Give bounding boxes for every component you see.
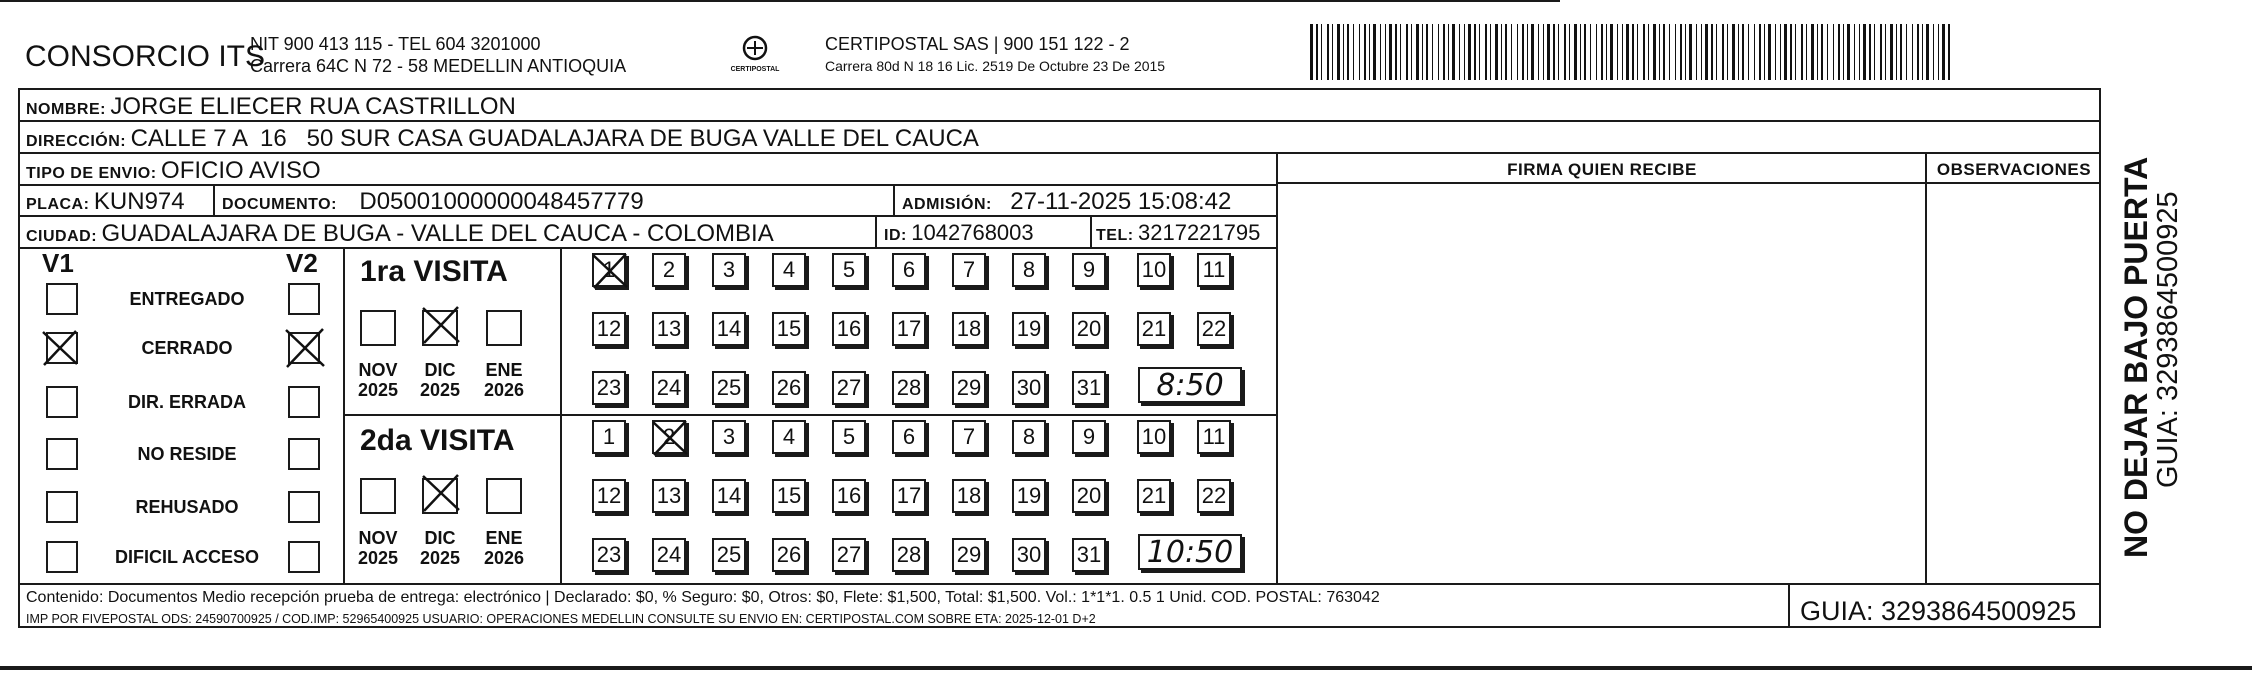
- v2-checkbox[interactable]: [288, 332, 320, 364]
- day-box-19[interactable]: 19: [1012, 312, 1046, 346]
- barcode-bar: [1917, 24, 1919, 80]
- month-checkbox-dic[interactable]: [422, 310, 458, 346]
- barcode-bar: [1696, 24, 1697, 80]
- day-box-16[interactable]: 16: [832, 479, 866, 513]
- tipo-row: [26, 157, 321, 185]
- barcode-icon: [1310, 24, 1950, 80]
- day-box-31[interactable]: 31: [1072, 538, 1106, 572]
- barcode-bar: [1373, 24, 1376, 80]
- barcode-bar: [1742, 24, 1744, 80]
- documento-value: D05001000000048457779: [359, 188, 644, 215]
- day-box-3[interactable]: 3: [712, 420, 746, 454]
- v1-checkbox[interactable]: [46, 332, 78, 364]
- barcode-bar: [1564, 24, 1566, 80]
- second-visit-time-value: 10:50: [1146, 534, 1234, 570]
- barcode-bar: [1406, 24, 1408, 80]
- barcode-bar: [1359, 24, 1360, 80]
- rule-cols: [1278, 182, 2101, 184]
- side-guia: GUIA: 3293864500925: [2152, 191, 2184, 488]
- certipostal-logo: [725, 32, 785, 80]
- month-name: DIC: [424, 360, 456, 380]
- month-name: DIC: [424, 528, 456, 548]
- day-box-31[interactable]: 31: [1072, 371, 1106, 405]
- logo-text: CERTIPOSTAL: [730, 66, 780, 73]
- day-box-4[interactable]: 4: [772, 420, 806, 454]
- month-year: 2025: [357, 380, 399, 400]
- company-name: CONSORCIO ITS: [25, 40, 266, 73]
- barcode-bar: [1685, 24, 1686, 80]
- day-box-2[interactable]: 2: [652, 420, 686, 454]
- barcode-bar: [1833, 24, 1834, 80]
- ciudad-row: [26, 220, 774, 248]
- tel-label: TEL:: [1096, 227, 1134, 244]
- barcode-bar: [1790, 24, 1792, 80]
- barcode-bar: [1584, 24, 1586, 80]
- barcode-bar: [1400, 24, 1401, 80]
- month-name: NOV: [358, 360, 398, 380]
- barcode-bar: [1395, 24, 1397, 80]
- tel-value: 3217221795: [1138, 220, 1261, 245]
- barcode-bar: [1948, 24, 1950, 80]
- day-box-23[interactable]: 23: [592, 371, 626, 405]
- day-box-24[interactable]: 24: [652, 538, 686, 572]
- day-box-30[interactable]: 30: [1012, 371, 1046, 405]
- barcode-bar: [1817, 24, 1818, 80]
- barcode-bar: [1474, 24, 1476, 80]
- month-checkbox-dic[interactable]: [422, 478, 458, 514]
- barcode-bar: [1675, 24, 1676, 80]
- barcode-bar: [1653, 24, 1656, 80]
- status-label: CERRADO: [141, 338, 233, 358]
- day-box-29[interactable]: 29: [952, 371, 986, 405]
- barcode-bar: [1922, 24, 1923, 80]
- barcode-bar: [1659, 24, 1660, 80]
- barcode-bar: [1738, 24, 1739, 80]
- month-label: [410, 528, 470, 568]
- company-line1: NIT 900 413 115 - TEL 604 3201000: [250, 34, 541, 54]
- barcode-bar: [1843, 24, 1844, 80]
- barcode-bar: [1364, 24, 1366, 80]
- footer-imp: IMP POR FIVEPOSTAL ODS: 24590700925 / COD.IMP: 52965400925 USUARIO: OPERACIONES MEDELLIN CONSULTE SU ENVIO EN: CERTIPOSTAL.COM SOBRE ETA: 2025-12-01 D+2: [26, 612, 1096, 626]
- direccion-label: DIRECCIÓN:: [26, 133, 127, 150]
- day-box-2[interactable]: 2: [652, 253, 686, 287]
- observaciones-header: OBSERVACIONES: [1936, 160, 2092, 179]
- barcode-bar: [1801, 24, 1803, 80]
- v2-checkbox[interactable]: [288, 491, 320, 523]
- no-dejar-bajo-puerta: NO DEJAR BAJO PUERTA: [2118, 156, 2154, 558]
- day-box-6[interactable]: 6: [892, 420, 926, 454]
- barcode-bar: [1838, 24, 1840, 80]
- barcode-bar: [1716, 24, 1717, 80]
- day-box-25[interactable]: 25: [712, 538, 746, 572]
- tipo-label: TIPO DE ENVIO:: [26, 165, 157, 182]
- ciudad-label: CIUDAD:: [26, 228, 98, 245]
- barcode-bar: [1347, 24, 1349, 80]
- barcode-bar: [1795, 24, 1796, 80]
- day-box-27[interactable]: 27: [832, 371, 866, 405]
- day-box-8[interactable]: 8: [1012, 420, 1046, 454]
- v1-header: V1: [42, 248, 74, 278]
- barcode-bar: [1432, 24, 1433, 80]
- barcode-bar: [1722, 24, 1724, 80]
- day-box-28[interactable]: 28: [892, 371, 926, 405]
- barcode-bar: [1321, 24, 1322, 80]
- barcode-bar: [1874, 24, 1875, 80]
- day-box-5[interactable]: 5: [832, 420, 866, 454]
- barcode-bar: [1353, 24, 1354, 80]
- barcode-bar: [1574, 24, 1577, 80]
- month-checkbox-nov[interactable]: [360, 310, 396, 346]
- barcode-bar: [1811, 24, 1814, 80]
- v1-checkbox[interactable]: [46, 491, 78, 523]
- barcode-bar: [1912, 24, 1913, 80]
- day-box-1[interactable]: 1: [592, 420, 626, 454]
- day-box-13[interactable]: 13: [652, 312, 686, 346]
- barcode-bar: [1547, 24, 1550, 80]
- day-box-20[interactable]: 20: [1072, 479, 1106, 513]
- barcode-bar: [1869, 24, 1871, 80]
- id-value: 1042768003: [911, 220, 1034, 245]
- placa-value: KUN974: [93, 188, 185, 215]
- day-box-13[interactable]: 13: [652, 479, 686, 513]
- visit-mid-rule: [343, 414, 1277, 416]
- barcode-bar: [1880, 24, 1882, 80]
- day-box-28[interactable]: 28: [892, 538, 926, 572]
- courier-line2: Carrera 80d N 18 16 Lic. 2519 De Octubre 23 De 2015: [825, 58, 1166, 74]
- company-line2: Carrera 64C N 72 - 58 MEDELLIN ANTIOQUIA: [250, 56, 627, 76]
- footer-guia: GUIA: 3293864500925: [1800, 596, 2077, 626]
- top-page-line: [0, 0, 1560, 2]
- barcode-bar: [1426, 24, 1428, 80]
- day-box-27[interactable]: 27: [832, 538, 866, 572]
- day-box-11[interactable]: 11: [1197, 253, 1231, 287]
- day-box-23[interactable]: 23: [592, 538, 626, 572]
- day-box-15[interactable]: 15: [772, 479, 806, 513]
- month-year: 2026: [483, 548, 525, 568]
- day-box-7[interactable]: 7: [952, 420, 986, 454]
- barcode-bar: [1468, 24, 1471, 80]
- ciudad-value: GUADALAJARA DE BUGA - VALLE DEL CAUCA - COLOMBIA: [101, 220, 774, 247]
- barcode-bar: [1938, 24, 1939, 80]
- v2-header: V2: [286, 248, 318, 278]
- barcode-bar: [1890, 24, 1893, 80]
- barcode-bar: [1827, 24, 1828, 80]
- barcode-bar: [1732, 24, 1735, 80]
- first-visit-time[interactable]: [1138, 367, 1242, 403]
- nombre-row: [26, 93, 516, 121]
- day-box-22[interactable]: 22: [1197, 479, 1231, 513]
- barcode-bar: [1727, 24, 1728, 80]
- barcode-bar: [1764, 24, 1765, 80]
- barcode-bar: [1775, 24, 1776, 80]
- admision-label: ADMISIÓN:: [902, 196, 992, 213]
- barcode-bar: [1663, 24, 1665, 80]
- barcode-bar: [1626, 24, 1629, 80]
- barcode-bar: [1569, 24, 1570, 80]
- day-box-11[interactable]: 11: [1197, 420, 1231, 454]
- admision-value: 27-11-2025 15:08:42: [1010, 188, 1232, 215]
- direccion-value: CALLE 7 A 16 50 SUR CASA GUADALAJARA DE BUGA VALLE DEL CAUCA: [130, 125, 979, 152]
- tel-sep: [1090, 215, 1092, 247]
- barcode-bar: [1332, 24, 1333, 80]
- placa-row: [26, 188, 185, 216]
- barcode-bar: [1316, 24, 1318, 80]
- v1-checkbox[interactable]: [46, 541, 78, 573]
- barcode-bar: [1538, 24, 1539, 80]
- barcode-bar: [1669, 24, 1670, 80]
- barcode-bar: [1648, 24, 1649, 80]
- barcode-bar: [1337, 24, 1340, 80]
- day-box-29[interactable]: 29: [952, 538, 986, 572]
- guia-box-left: [1788, 583, 1790, 628]
- day-box-17[interactable]: 17: [892, 312, 926, 346]
- barcode-bar: [1900, 24, 1902, 80]
- month-name: ENE: [485, 360, 523, 380]
- barcode-bar: [1590, 24, 1591, 80]
- tipo-value: OFICIO AVISO: [161, 157, 321, 184]
- barcode-bar: [1617, 24, 1618, 80]
- day-box-18[interactable]: 18: [952, 479, 986, 513]
- day-box-18[interactable]: 18: [952, 312, 986, 346]
- barcode-bar: [1906, 24, 1907, 80]
- v1-checkbox[interactable]: [46, 438, 78, 470]
- barcode-bar: [1501, 24, 1502, 80]
- month-label: [410, 360, 470, 400]
- month-year: 2025: [419, 380, 461, 400]
- barcode-bar: [1759, 24, 1761, 80]
- placa-label: PLACA:: [26, 196, 90, 213]
- v2-checkbox[interactable]: [288, 541, 320, 573]
- barcode-bar: [1369, 24, 1370, 80]
- barcode-bar: [1854, 24, 1855, 80]
- day-box-30[interactable]: 30: [1012, 538, 1046, 572]
- barcode-bar: [1531, 24, 1534, 80]
- barcode-bar: [1705, 24, 1708, 80]
- direccion-row: [26, 125, 979, 153]
- barcode-bar: [1632, 24, 1634, 80]
- barcode-bar: [1522, 24, 1524, 80]
- day-box-5[interactable]: 5: [832, 253, 866, 287]
- barcode-bar: [1701, 24, 1702, 80]
- barcode-bar: [1517, 24, 1518, 80]
- barcode-bar: [1385, 24, 1386, 80]
- day-box-20[interactable]: 20: [1072, 312, 1106, 346]
- v2-checkbox[interactable]: [288, 386, 320, 418]
- day-box-21[interactable]: 21: [1137, 479, 1171, 513]
- footer-contenido: Contenido: Documentos Medio recepción prueba de entrega: electrónico | Declarado: $0, % Seguro: $0, Otros: $0, Flete: $1,500, Total: $1,500. Vol.: 1*1*1. 0.5 1 Unid. COD. POSTAL: 763042: [26, 589, 1380, 606]
- barcode-bar: [1479, 24, 1480, 80]
- barcode: [1310, 24, 1950, 80]
- id-sep: [875, 215, 877, 247]
- id-cell: [884, 220, 1034, 246]
- barcode-bar: [1416, 24, 1419, 80]
- barcode-bar: [1748, 24, 1749, 80]
- barcode-bar: [1485, 24, 1487, 80]
- month-name: NOV: [358, 528, 398, 548]
- month-checkbox-ene[interactable]: [486, 478, 522, 514]
- day-box-17[interactable]: 17: [892, 479, 926, 513]
- day-box-6[interactable]: 6: [892, 253, 926, 287]
- status-label: DIR. ERRADA: [127, 392, 246, 412]
- barcode-bar: [1606, 24, 1607, 80]
- documento-label: DOCUMENTO:: [222, 196, 337, 213]
- barcode-bar: [1448, 24, 1449, 80]
- id-label: ID:: [884, 227, 907, 244]
- barcode-bar: [1885, 24, 1886, 80]
- day-box-12[interactable]: 12: [592, 312, 626, 346]
- barcode-bar: [1933, 24, 1934, 80]
- barcode-bar: [1459, 24, 1460, 80]
- barcode-bar: [1558, 24, 1559, 80]
- status-label: DIFICIL ACCESO: [114, 547, 259, 567]
- day-box-14[interactable]: 14: [712, 479, 746, 513]
- nombre-label: NOMBRE:: [26, 101, 106, 118]
- day-box-7[interactable]: 7: [952, 253, 986, 287]
- barcode-bar: [1380, 24, 1381, 80]
- barcode-bar: [1505, 24, 1507, 80]
- barcode-bar: [1689, 24, 1692, 80]
- barcode-bar: [1443, 24, 1445, 80]
- barcode-bar: [1821, 24, 1823, 80]
- admision-cell: [902, 188, 1231, 216]
- barcode-bar: [1622, 24, 1623, 80]
- day-box-25[interactable]: 25: [712, 371, 746, 405]
- month-year: 2025: [357, 548, 399, 568]
- v1-checkbox[interactable]: [46, 283, 78, 315]
- barcode-bar: [1411, 24, 1412, 80]
- barcode-bar: [1527, 24, 1528, 80]
- admision-sep: [893, 184, 895, 216]
- courier-line1: CERTIPOSTAL SAS | 900 151 122 - 2: [825, 34, 1130, 54]
- barcode-bar: [1511, 24, 1512, 80]
- day-box-24[interactable]: 24: [652, 371, 686, 405]
- status-label: ENTREGADO: [129, 289, 245, 309]
- barcode-bar: [1343, 24, 1344, 80]
- barcode-bar: [1580, 24, 1581, 80]
- barcode-bar: [1780, 24, 1781, 80]
- day-box-9[interactable]: 9: [1072, 253, 1106, 287]
- month-year: 2026: [483, 380, 525, 400]
- col-obs-left: [1925, 152, 1927, 584]
- barcode-bar: [1464, 24, 1465, 80]
- status-label: REHUSADO: [135, 497, 239, 517]
- month-label: [474, 528, 534, 568]
- day-box-10[interactable]: 10: [1137, 420, 1171, 454]
- month-label: [348, 528, 408, 568]
- barcode-bar: [1327, 24, 1329, 80]
- day-box-12[interactable]: 12: [592, 479, 626, 513]
- barcode-bar: [1926, 24, 1929, 80]
- day-box-22[interactable]: 22: [1197, 312, 1231, 346]
- barcode-bar: [1896, 24, 1897, 80]
- day-box-3[interactable]: 3: [712, 253, 746, 287]
- col-firma-left: [1276, 152, 1278, 584]
- barcode-bar: [1495, 24, 1498, 80]
- barcode-bar: [1310, 24, 1313, 80]
- barcode-bar: [1711, 24, 1713, 80]
- barcode-bar: [1863, 24, 1866, 80]
- barcode-bar: [1847, 24, 1850, 80]
- firma-header: FIRMA QUIEN RECIBE: [1507, 160, 1697, 179]
- barcode-bar: [1490, 24, 1491, 80]
- barcode-bar: [1543, 24, 1544, 80]
- barcode-bar: [1596, 24, 1597, 80]
- barcode-bar: [1610, 24, 1613, 80]
- barcode-bar: [1389, 24, 1392, 80]
- day-box-10[interactable]: 10: [1137, 253, 1171, 287]
- v1-checkbox[interactable]: [46, 386, 78, 418]
- day-box-15[interactable]: 15: [772, 312, 806, 346]
- tel-cell: [1096, 220, 1260, 246]
- day-box-4[interactable]: 4: [772, 253, 806, 287]
- barcode-bar: [1643, 24, 1645, 80]
- month-checkbox-ene[interactable]: [486, 310, 522, 346]
- v2-checkbox[interactable]: [288, 283, 320, 315]
- placa-sep: [213, 184, 215, 216]
- day-box-8[interactable]: 8: [1012, 253, 1046, 287]
- v2-checkbox[interactable]: [288, 438, 320, 470]
- second-visit-title: 2da VISITA: [360, 424, 515, 457]
- day-box-1[interactable]: 1: [592, 253, 626, 287]
- barcode-bar: [1438, 24, 1439, 80]
- bottom-page-line: [0, 666, 2252, 670]
- day-box-16[interactable]: 16: [832, 312, 866, 346]
- barcode-bar: [1601, 24, 1603, 80]
- barcode-bar: [1754, 24, 1755, 80]
- barcode-bar: [1806, 24, 1807, 80]
- barcode-bar: [1422, 24, 1423, 80]
- second-visit-time[interactable]: [1138, 534, 1242, 570]
- first-visit-time-value: 8:50: [1156, 367, 1224, 403]
- month-name: ENE: [485, 528, 523, 548]
- month-year: 2025: [419, 548, 461, 568]
- documento-cell: [222, 188, 644, 216]
- barcode-bar: [1859, 24, 1860, 80]
- day-box-26[interactable]: 26: [772, 371, 806, 405]
- month-label: [474, 360, 534, 400]
- barcode-bar: [1942, 24, 1945, 80]
- barcode-bar: [1768, 24, 1771, 80]
- barcode-bar: [1553, 24, 1555, 80]
- day-box-9[interactable]: 9: [1072, 420, 1106, 454]
- day-box-26[interactable]: 26: [772, 538, 806, 572]
- barcode-bar: [1452, 24, 1455, 80]
- first-visit-title: 1ra VISITA: [360, 255, 508, 288]
- status-label: NO RESIDE: [137, 444, 237, 464]
- barcode-bar: [1637, 24, 1638, 80]
- month-label: [348, 360, 408, 400]
- day-box-21[interactable]: 21: [1137, 312, 1171, 346]
- month-checkbox-nov[interactable]: [360, 478, 396, 514]
- barcode-bar: [1680, 24, 1682, 80]
- barcode-bar: [1784, 24, 1787, 80]
- day-box-14[interactable]: 14: [712, 312, 746, 346]
- nombre-value: JORGE ELIECER RUA CASTRILLON: [110, 93, 516, 120]
- day-box-19[interactable]: 19: [1012, 479, 1046, 513]
